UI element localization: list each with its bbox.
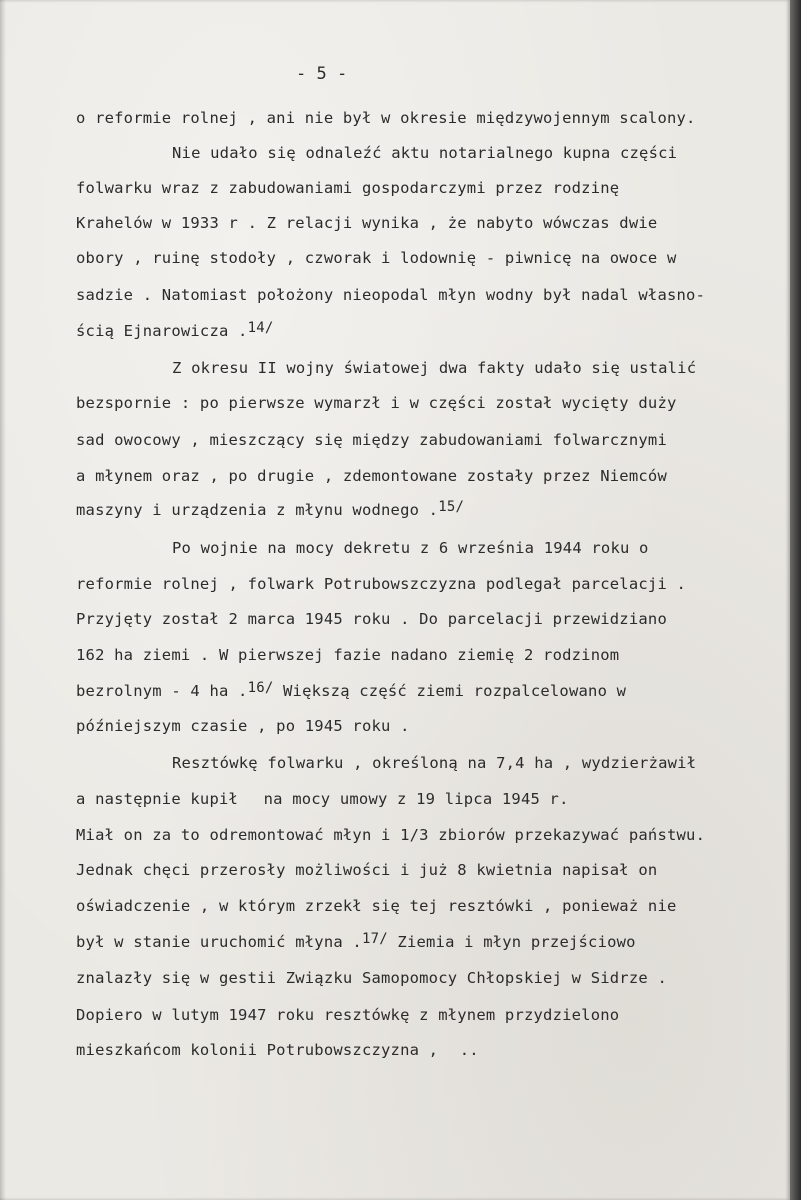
text-segment: a młynem oraz , po drugie , zdemontowane zostały przez Niemców (76, 467, 667, 485)
text-line-21 (76, 825, 705, 845)
text-segment: maszyny i urządzenia z młynu wodnego . (76, 501, 439, 519)
text-segment: oświadczenie , w którym zrzekł się tej resztówki , ponieważ nie (76, 897, 677, 915)
text-line-17 (76, 681, 626, 702)
scan-dark-edge (790, 0, 801, 1200)
text-line-24 (76, 932, 636, 953)
text-segment: Ziemia i młyn przejściowo (397, 933, 636, 951)
text-line-15 (76, 609, 667, 629)
text-segment: a następnie kupił (76, 790, 239, 808)
footnote-marker: 15/ (438, 499, 465, 515)
text-segment: na mocy umowy z 19 lipca 1945 r. (263, 790, 569, 808)
text-segment: Większą część ziemi rozpalcelowano w (283, 682, 627, 700)
text-line-22 (76, 860, 657, 880)
text-segment: 162 ha ziemi . W pierwszej fazie nadano ziemię 2 rodzinom (76, 646, 620, 664)
text-line-18 (76, 716, 410, 736)
text-segment: Krahelów w 1933 r . Z relacji wynika , że nabyto wówczas dwie (76, 214, 658, 232)
text-line-16 (76, 645, 619, 665)
text-line-9 (76, 393, 677, 413)
text-segment: znalazły się w gestii Związku Samopomocy Chłopskiej w Sidrze . (76, 969, 667, 987)
text-line-11 (76, 466, 667, 486)
text-segment: Z okresu II wojny światowej dwa fakty udało się ustalić (172, 359, 697, 377)
footnote-marker: 16/ (247, 680, 274, 696)
text-line-6 (76, 285, 705, 305)
text-segment: obory , ruinę stodoły , czworak i lodownię - piwnicę na owoce w (76, 249, 677, 267)
text-segment: Nie udało się odnaleźć aktu notarialnego kupna części (172, 144, 678, 162)
text-segment: o reformie rolnej , ani nie był w okresie międzywojennym scalony. (76, 109, 696, 127)
text-line-5 (76, 248, 677, 268)
text-segment: był w stanie uruchomić młyna . (76, 933, 362, 951)
footnote-marker: 17/ (361, 931, 388, 947)
text-segment: Miał on za to odremontować młyn i 1/3 zbiorów przekazywać państwu. (76, 826, 706, 844)
text-line-19 (172, 753, 696, 773)
text-line-3 (76, 178, 619, 198)
page-number: - 5 - (296, 64, 348, 84)
text-line-10 (76, 430, 667, 450)
text-segment: bezspornie : po pierwsze wymarzł i w części został wycięty duży (76, 394, 677, 412)
page-left-shadow (0, 0, 6, 1200)
text-segment: sad owocowy , mieszczący się między zabudowaniami folwarcznymi (76, 431, 667, 449)
text-segment: mieszkańcom kolonii Potrubowszczyzna , (76, 1041, 439, 1059)
text-line-13 (172, 538, 649, 558)
text-line-14 (76, 574, 686, 594)
text-line-20 (76, 789, 569, 810)
footnote-marker: 14/ (247, 320, 274, 336)
text-segment: folwarku wraz z zabudowaniami gospodarczymi przez rodzinę (76, 179, 620, 197)
text-segment: .. (459, 1041, 479, 1059)
text-segment: sadzie . Natomiast położony nieopodal młyn wodny był nadal własno- (76, 286, 706, 304)
text-segment: ścią Ejnarowicza . (76, 322, 248, 340)
text-line-25 (76, 968, 667, 988)
text-segment: Jednak chęci przerosły możliwości i już 8 kwietnia napisał on (76, 861, 658, 879)
text-segment: Przyjęty został 2 marca 1945 roku . Do parcelacji przewidziano (76, 610, 667, 628)
text-segment: Resztówkę folwarku , określoną na 7,4 ha , wydzierżawił (172, 754, 697, 772)
text-segment: Po wojnie na mocy dekretu z 6 września 1944 roku o (172, 539, 649, 557)
text-line-4 (76, 213, 657, 233)
text-line-7 (76, 321, 273, 342)
text-line-12 (76, 500, 464, 521)
text-line-1 (76, 108, 696, 128)
text-line-26 (76, 1005, 619, 1025)
text-segment: późniejszym czasie , po 1945 roku . (76, 717, 410, 735)
text-line-8 (172, 358, 696, 378)
text-segment: Dopiero w lutym 1947 roku resztówkę z młynem przydzielono (76, 1006, 620, 1024)
text-line-27 (76, 1040, 479, 1061)
text-line-2 (172, 143, 677, 163)
text-segment: bezrolnym - 4 ha . (76, 682, 248, 700)
text-segment: reformie rolnej , folwark Potrubowszczyzna podlegał parcelacji . (76, 575, 687, 593)
text-line-23 (76, 896, 677, 916)
